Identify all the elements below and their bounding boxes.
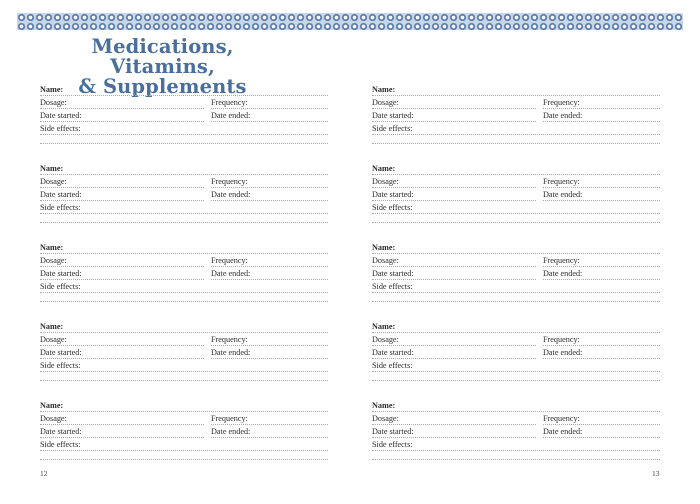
name-row <box>40 84 328 97</box>
name-row <box>40 321 328 334</box>
frequency-label: Frequency: <box>211 414 248 423</box>
dosage-row <box>40 97 328 110</box>
name-field[interactable] <box>40 84 328 96</box>
name-label: Name: <box>372 322 396 331</box>
side-effects-row <box>40 123 328 136</box>
name-field[interactable] <box>372 84 660 96</box>
date-ended-field[interactable] <box>543 426 660 438</box>
date-ended-label: Date ended: <box>211 427 251 436</box>
side-effects-extra-line[interactable] <box>40 459 328 460</box>
dosage-row <box>40 176 328 189</box>
title-line-2: & Supplements <box>78 75 247 98</box>
name-field[interactable] <box>40 321 328 333</box>
side-effects-label: Side effects: <box>40 361 81 370</box>
side-effects-label: Side effects: <box>372 361 413 370</box>
dates-row <box>40 189 328 202</box>
date-started-label: Date started: <box>40 348 82 357</box>
side-effects-label: Side effects: <box>372 124 413 133</box>
dosage-field[interactable] <box>372 334 536 346</box>
frequency-label: Frequency: <box>543 414 580 423</box>
side-effects-extra-line[interactable] <box>372 301 660 302</box>
side-effects-field[interactable] <box>40 123 328 135</box>
side-effects-extra-line[interactable] <box>40 143 328 144</box>
name-label: Name: <box>40 322 64 331</box>
frequency-field[interactable] <box>211 255 328 267</box>
date-started-field[interactable] <box>40 189 204 201</box>
dates-row <box>372 268 660 281</box>
name-label: Name: <box>372 243 396 252</box>
date-started-field[interactable] <box>372 426 536 438</box>
frequency-label: Frequency: <box>543 256 580 265</box>
frequency-label: Frequency: <box>543 177 580 186</box>
name-label: Name: <box>40 164 64 173</box>
medication-entry <box>40 242 328 308</box>
side-effects-label: Side effects: <box>372 440 413 449</box>
decorative-pattern-band <box>17 13 683 30</box>
frequency-field[interactable] <box>211 97 328 109</box>
date-ended-field[interactable] <box>211 110 328 122</box>
name-row <box>372 163 660 176</box>
side-effects-field[interactable] <box>40 360 328 372</box>
name-label: Name: <box>372 164 396 173</box>
dosage-label: Dosage: <box>40 98 67 107</box>
dates-row <box>372 426 660 439</box>
date-ended-label: Date ended: <box>543 190 583 199</box>
date-started-label: Date started: <box>372 190 414 199</box>
dosage-row <box>372 255 660 268</box>
side-effects-field[interactable] <box>372 123 660 135</box>
side-effects-field[interactable] <box>372 202 660 214</box>
date-started-label: Date started: <box>40 111 82 120</box>
date-started-label: Date started: <box>40 427 82 436</box>
date-ended-field[interactable] <box>543 110 660 122</box>
side-effects-row <box>40 439 328 452</box>
date-ended-label: Date ended: <box>543 348 583 357</box>
frequency-field[interactable] <box>211 176 328 188</box>
name-row <box>40 400 328 413</box>
date-started-field[interactable] <box>40 426 204 438</box>
side-effects-row <box>40 281 328 294</box>
medication-entry <box>372 321 660 387</box>
dosage-field[interactable] <box>40 255 204 267</box>
name-row <box>40 163 328 176</box>
dosage-field[interactable] <box>372 255 536 267</box>
name-field[interactable] <box>40 163 328 175</box>
dosage-row <box>40 334 328 347</box>
date-started-label: Date started: <box>372 427 414 436</box>
date-ended-field[interactable] <box>211 189 328 201</box>
dosage-row <box>40 413 328 426</box>
name-field[interactable] <box>372 163 660 175</box>
side-effects-field[interactable] <box>40 281 328 293</box>
dosage-label: Dosage: <box>372 256 399 265</box>
medication-entry <box>372 84 660 150</box>
dosage-label: Dosage: <box>40 414 67 423</box>
date-ended-label: Date ended: <box>543 427 583 436</box>
side-effects-extra-line[interactable] <box>372 222 660 223</box>
name-row <box>40 242 328 255</box>
date-ended-field[interactable] <box>211 426 328 438</box>
dosage-field[interactable] <box>40 334 204 346</box>
frequency-field[interactable] <box>543 413 660 425</box>
date-ended-label: Date ended: <box>543 111 583 120</box>
dosage-row <box>372 97 660 110</box>
name-label: Name: <box>40 85 64 94</box>
side-effects-extra-line[interactable] <box>40 301 328 302</box>
dosage-label: Dosage: <box>40 256 67 265</box>
name-row <box>372 84 660 97</box>
dosage-label: Dosage: <box>372 98 399 107</box>
frequency-label: Frequency: <box>543 98 580 107</box>
name-field[interactable] <box>372 242 660 254</box>
date-started-label: Date started: <box>372 348 414 357</box>
side-effects-label: Side effects: <box>40 124 81 133</box>
side-effects-row <box>372 123 660 136</box>
date-ended-field[interactable] <box>543 189 660 201</box>
page-number-left: 12 <box>40 469 48 478</box>
date-started-label: Date started: <box>40 190 82 199</box>
date-ended-label: Date ended: <box>211 111 251 120</box>
side-effects-extra-line[interactable] <box>372 459 660 460</box>
side-effects-row <box>372 439 660 452</box>
side-effects-label: Side effects: <box>40 282 81 291</box>
date-ended-field[interactable] <box>211 347 328 359</box>
name-row <box>372 400 660 413</box>
name-field[interactable] <box>40 400 328 412</box>
side-effects-row <box>372 202 660 215</box>
date-ended-label: Date ended: <box>543 269 583 278</box>
dosage-field[interactable] <box>372 413 536 425</box>
side-effects-extra-line[interactable] <box>40 222 328 223</box>
date-started-label: Date started: <box>372 269 414 278</box>
dosage-row <box>40 255 328 268</box>
frequency-label: Frequency: <box>211 98 248 107</box>
name-field[interactable] <box>372 321 660 333</box>
side-effects-extra-line[interactable] <box>372 143 660 144</box>
medication-entry <box>40 400 328 466</box>
date-started-field[interactable] <box>40 268 204 280</box>
dosage-label: Dosage: <box>372 335 399 344</box>
dates-row <box>372 110 660 123</box>
side-effects-label: Side effects: <box>372 203 413 212</box>
dosage-row <box>372 176 660 189</box>
name-row <box>372 242 660 255</box>
name-row <box>372 321 660 334</box>
date-ended-label: Date ended: <box>211 190 251 199</box>
page-number-right: 13 <box>652 469 660 478</box>
dosage-field[interactable] <box>372 97 536 109</box>
side-effects-extra-line[interactable] <box>40 380 328 381</box>
side-effects-row <box>372 360 660 373</box>
dates-row <box>372 347 660 360</box>
dosage-label: Dosage: <box>372 414 399 423</box>
dates-row <box>40 347 328 360</box>
date-started-label: Date started: <box>40 269 82 278</box>
side-effects-label: Side effects: <box>40 203 81 212</box>
date-started-field[interactable] <box>40 110 204 122</box>
medication-entry <box>40 321 328 387</box>
frequency-label: Frequency: <box>211 177 248 186</box>
dosage-field[interactable] <box>40 413 204 425</box>
dosage-row <box>372 334 660 347</box>
dosage-field[interactable] <box>40 176 204 188</box>
dosage-label: Dosage: <box>40 177 67 186</box>
side-effects-row <box>372 281 660 294</box>
side-effects-row <box>40 360 328 373</box>
side-effects-field[interactable] <box>372 281 660 293</box>
date-started-label: Date started: <box>372 111 414 120</box>
side-effects-field[interactable] <box>372 360 660 372</box>
title-line-1: Medications, Vitamins, <box>91 35 234 78</box>
dosage-label: Dosage: <box>372 177 399 186</box>
date-started-field[interactable] <box>40 347 204 359</box>
name-label: Name: <box>372 401 396 410</box>
side-effects-field[interactable] <box>40 439 328 451</box>
frequency-field[interactable] <box>543 334 660 346</box>
frequency-field[interactable] <box>543 255 660 267</box>
date-ended-field[interactable] <box>543 347 660 359</box>
medication-entry <box>40 84 328 150</box>
name-label: Name: <box>40 401 64 410</box>
name-label: Name: <box>372 85 396 94</box>
side-effects-row <box>40 202 328 215</box>
date-started-field[interactable] <box>372 268 536 280</box>
medication-entry <box>372 400 660 466</box>
frequency-field[interactable] <box>211 413 328 425</box>
date-ended-field[interactable] <box>543 268 660 280</box>
dates-row <box>40 426 328 439</box>
frequency-label: Frequency: <box>211 256 248 265</box>
medication-entry <box>40 163 328 229</box>
frequency-label: Frequency: <box>543 335 580 344</box>
date-ended-label: Date ended: <box>211 269 251 278</box>
medication-entry <box>372 242 660 308</box>
frequency-field[interactable] <box>543 97 660 109</box>
dates-row <box>40 268 328 281</box>
date-started-field[interactable] <box>372 189 536 201</box>
frequency-field[interactable] <box>543 176 660 188</box>
frequency-field[interactable] <box>211 334 328 346</box>
dosage-row <box>372 413 660 426</box>
dates-row <box>372 189 660 202</box>
dosage-field[interactable] <box>372 176 536 188</box>
name-label: Name: <box>40 243 64 252</box>
dosage-label: Dosage: <box>40 335 67 344</box>
medication-entry <box>372 163 660 229</box>
side-effects-field[interactable] <box>40 202 328 214</box>
date-started-field[interactable] <box>372 110 536 122</box>
name-field[interactable] <box>40 242 328 254</box>
date-started-field[interactable] <box>372 347 536 359</box>
frequency-label: Frequency: <box>211 335 248 344</box>
side-effects-label: Side effects: <box>372 282 413 291</box>
side-effects-field[interactable] <box>372 439 660 451</box>
dates-row <box>40 110 328 123</box>
dosage-field[interactable] <box>40 97 204 109</box>
side-effects-label: Side effects: <box>40 440 81 449</box>
name-field[interactable] <box>372 400 660 412</box>
date-ended-label: Date ended: <box>211 348 251 357</box>
side-effects-extra-line[interactable] <box>372 380 660 381</box>
date-ended-field[interactable] <box>211 268 328 280</box>
